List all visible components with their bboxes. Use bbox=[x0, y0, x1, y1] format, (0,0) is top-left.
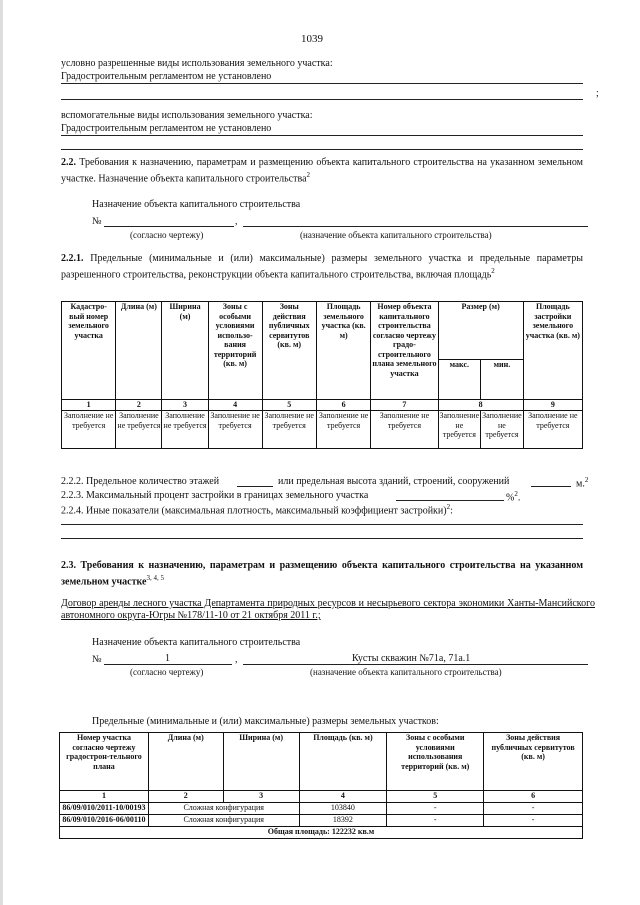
underline bbox=[61, 149, 583, 150]
height-label: или предельная высота зданий, строений, сооружений bbox=[278, 476, 510, 487]
caption-left: (согласно чертежу) bbox=[130, 667, 204, 677]
column-number: 5 bbox=[387, 791, 484, 803]
table-cell: Заполнение не требуется bbox=[208, 411, 262, 449]
section-2-3 bbox=[61, 560, 583, 588]
header-cell: Номер участка согласно чертежу градострон-тельного плана bbox=[60, 733, 149, 791]
column-number: 1 bbox=[62, 400, 116, 411]
scan-edge bbox=[0, 0, 3, 905]
comma: , bbox=[235, 216, 238, 227]
build-percent-line bbox=[396, 500, 504, 501]
column-number: 9 bbox=[523, 400, 582, 411]
parameters-table bbox=[61, 301, 583, 449]
plot-servitudes: - bbox=[484, 815, 583, 827]
footnote-ref: 3, 4, 5 bbox=[146, 574, 164, 582]
side-mark: ; bbox=[596, 88, 599, 99]
header-cell: Площадь (кв. м) bbox=[299, 733, 387, 791]
header-cell: Ширина (м) bbox=[162, 302, 208, 400]
table-cell: Заполнение не требуется bbox=[316, 411, 370, 449]
purpose-label: Назначение объекта капитального строительства bbox=[92, 199, 301, 210]
object-name: Кусты скважин №71а, 71а.1 bbox=[352, 653, 471, 664]
header-cell: Размер (м) bbox=[438, 302, 523, 360]
table-cell: Заполнение не требуется bbox=[62, 411, 116, 449]
object-purpose-label: Назначение объекта капитального строительства bbox=[92, 637, 301, 648]
section-number: 2.2. bbox=[61, 157, 76, 168]
section-2-2 bbox=[61, 157, 583, 185]
table-cell: Заполнение не требуется bbox=[523, 411, 582, 449]
floors-line bbox=[237, 486, 273, 487]
section-text: Требования к назначению, параметрам и размещению объекта капитального строительства на указанном земельном участке bbox=[61, 560, 584, 588]
table-row bbox=[60, 815, 583, 827]
limits-label: Предельные (минимальные и (или) максимальные) размеры земельных участков: bbox=[92, 716, 439, 727]
footnote-ref: 2 bbox=[491, 267, 495, 275]
table-row bbox=[60, 803, 583, 815]
caption-left: (согласно чертежу) bbox=[130, 230, 204, 240]
header-cell: Кадастро-вый номер земельного участка bbox=[62, 302, 116, 400]
object-number-line bbox=[104, 226, 234, 227]
section-text: Предельные (минимальные и (или) максимальные) размеры земельного участка и предельные параметры разрешенного строительства, реконструкции объекта капитального строительства, включая площадь bbox=[61, 253, 583, 281]
plot-number: 86/09/010/2016-06/00110 bbox=[60, 815, 149, 827]
plot-zones: - bbox=[387, 803, 484, 815]
plot-area: 18392 bbox=[299, 815, 387, 827]
column-number: 5 bbox=[262, 400, 316, 411]
column-number: 7 bbox=[371, 400, 438, 411]
table-cell: Заполнение не требуется bbox=[262, 411, 316, 449]
section-text: Требования к назначению, параметрам и размещению объекта капитального строительства на указанном земельном участке. Назначение объекта капитального строительства bbox=[61, 157, 583, 185]
table-cell: Заполнение не требуется bbox=[162, 411, 208, 449]
contract-text: Договор аренды лесного участка Департамента природных ресурсов и несырьевого сектора экономики Ханты-Мансийского автономного округа-Югры №178/11-10 от 21 октября 2011 г.; bbox=[61, 598, 595, 621]
object-number-sign: № bbox=[92, 654, 102, 665]
table-cell: Заполнение не требуется bbox=[481, 411, 524, 449]
object-purpose-line bbox=[243, 226, 588, 227]
auxiliary-value: Градостроительным регламентом не установлено bbox=[61, 123, 272, 134]
build-percent-label: 2.2.3. Максимальный процент застройки в границах земельного участка bbox=[61, 490, 369, 501]
column-number: 4 bbox=[208, 400, 262, 411]
header-cell: Номер объекта капитального строительства согласно чертежу градо-строительного плана земельного участка bbox=[371, 302, 438, 400]
plot-shape: Сложная конфигурация bbox=[148, 815, 299, 827]
percent-sign: %$^2$. bbox=[506, 490, 521, 504]
header-cell: Зоны действия публичных сервитутов (кв. м) bbox=[484, 733, 583, 791]
header-cell: Зоны с особыми условиями использо-вания территорий (кв. м) bbox=[208, 302, 262, 400]
auxiliary-label: вспомогательные виды использования земельного участка: bbox=[61, 110, 313, 121]
plot-shape: Сложная конфигурация bbox=[148, 803, 299, 815]
plot-zones: - bbox=[387, 815, 484, 827]
section-number: 2.3. bbox=[61, 560, 76, 571]
header-cell: Длина (м) bbox=[148, 733, 223, 791]
footnote-ref: 2 bbox=[306, 171, 311, 179]
conditional-value: Градостроительным регламентом не установлено bbox=[61, 71, 272, 82]
column-number: 1 bbox=[60, 791, 149, 803]
plot-number: 86/09/010/2011-10/00193 bbox=[60, 803, 149, 815]
page-number: 1039 bbox=[301, 33, 323, 45]
plot-area: 103840 bbox=[299, 803, 387, 815]
underline bbox=[61, 83, 583, 84]
column-number: 2 bbox=[148, 791, 223, 803]
table-cell: Заполнение не требуется bbox=[371, 411, 438, 449]
header-cell: Ширина (м) bbox=[223, 733, 299, 791]
plot-servitudes: - bbox=[484, 803, 583, 815]
section-number: 2.2.1. bbox=[61, 253, 84, 264]
underline bbox=[61, 99, 583, 100]
header-cell: Длина (м) bbox=[116, 302, 162, 400]
underline bbox=[61, 135, 583, 136]
header-cell-min: мин. bbox=[481, 360, 524, 400]
caption-right: (назначение объекта капитального строительства) bbox=[300, 230, 492, 240]
table-cell: Заполнение не требуется bbox=[116, 411, 162, 449]
column-number: 8 bbox=[438, 400, 523, 411]
height-line bbox=[531, 486, 571, 487]
object-number: 1 bbox=[165, 653, 170, 664]
header-cell: Площадь застройки земельного участка (кв. м) bbox=[523, 302, 582, 400]
column-number: 6 bbox=[484, 791, 583, 803]
header-cell: Площадь земельного участка (кв. м) bbox=[316, 302, 370, 400]
floors-label: 2.2.2. Предельное количество этажей bbox=[61, 476, 220, 487]
object-name-line bbox=[243, 664, 588, 665]
object-number-line bbox=[104, 664, 232, 665]
column-number: 4 bbox=[299, 791, 387, 803]
header-cell: Зоны действия публичных сервитутов (кв. м) bbox=[262, 302, 316, 400]
table-cell: Заполнение не требуется bbox=[438, 411, 481, 449]
column-number: 3 bbox=[223, 791, 299, 803]
land-plots-table bbox=[59, 732, 583, 839]
column-number: 3 bbox=[162, 400, 208, 411]
underline bbox=[61, 524, 583, 525]
number-sign: № bbox=[92, 216, 102, 227]
section-2-2-1 bbox=[61, 253, 583, 281]
height-unit: м.$^2$ bbox=[576, 476, 589, 490]
total-area: Общая площадь: 122232 кв.м bbox=[60, 827, 583, 839]
caption-right: (назначение объекта капитального строительства) bbox=[310, 667, 502, 677]
other-indicators-label: 2.2.4. Иные показатели (максимальная плотность, максимальный коэффициент застройки)$^2$: bbox=[61, 503, 453, 517]
column-number: 6 bbox=[316, 400, 370, 411]
conditional-label: условно разрешенные виды использования земельного участка: bbox=[61, 58, 333, 69]
underline bbox=[61, 538, 583, 539]
comma: , bbox=[235, 654, 238, 665]
column-number: 2 bbox=[116, 400, 162, 411]
header-cell: Зоны с особыми условиями использования территорий (кв. м) bbox=[387, 733, 484, 791]
header-cell-max: макс. bbox=[438, 360, 481, 400]
